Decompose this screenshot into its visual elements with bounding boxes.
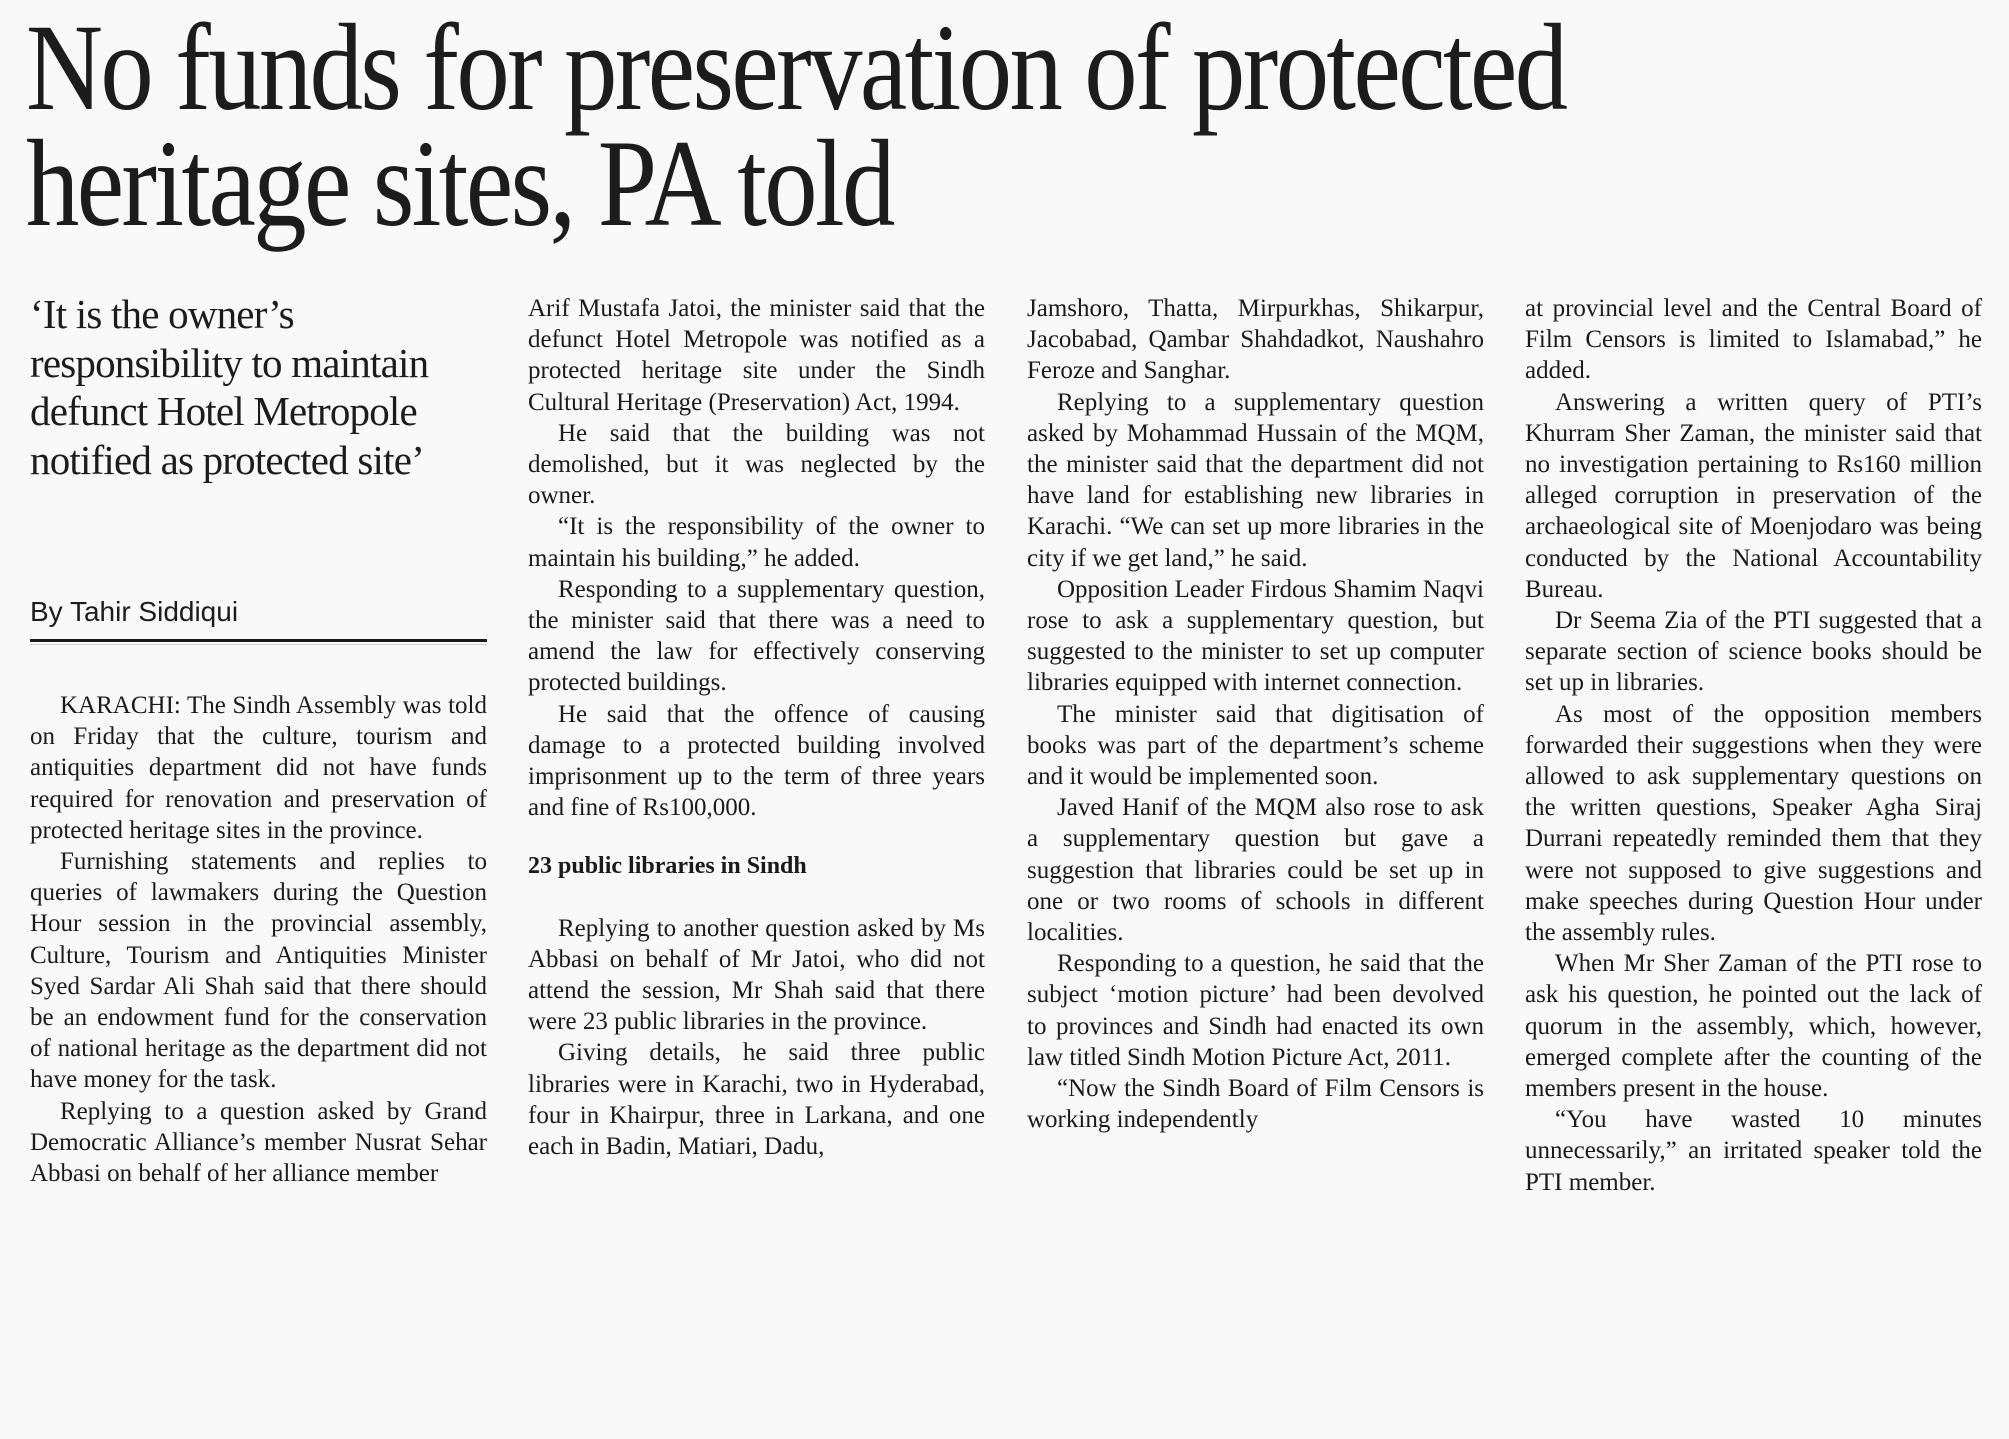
- subheading: 23 public libraries in Sindh: [528, 853, 807, 880]
- headline: [26, 0, 1712, 252]
- column-2: [528, 293, 985, 1162]
- pull-quote: ‘It is the owner’s responsibility to maintain defunct Hotel Metropole notified as protected site’: [30, 291, 429, 483]
- column-1: [30, 690, 487, 1189]
- byline-rule: [30, 639, 487, 642]
- paragraph: Furnishing statements and replies to queries of lawmakers during the Question Hour session in the provincial assembly, Culture, Tourism and Antiquities Minister Syed Sardar Ali Shah said that there should be an endowment fund for the conservation of national heritage as the department did not have money for the task.: [30, 848, 487, 1094]
- paragraph: “Now the Sindh Board of Film Censors is working independently: [1027, 1075, 1484, 1134]
- paragraph: Replying to another question asked by Ms Abbasi on behalf of Mr Jatoi, who did not attend the session, Mr Shah said that there were 23 public libraries in the province.: [528, 914, 985, 1036]
- paragraph: KARACHI: The Sindh Assembly was told on Friday that the culture, tourism and antiquities department did not have funds required for renovation and preservation of protected heritage sites in the province.: [30, 692, 487, 844]
- paragraph: “You have wasted 10 minutes unnecessarily,” an irritated speaker told the PTI member.: [1525, 1106, 1982, 1196]
- paragraph: Jamshoro, Thatta, Mirpurkhas, Shikarpur, Jacobabad, Qambar Shahdadkot, Naushahro Feroze and Sanghar.: [1027, 295, 1484, 385]
- paragraph: Javed Hanif of the MQM also rose to ask a supplementary question but gave a suggestion that libraries could be set up in one or two rooms of schools in different localities.: [1027, 794, 1484, 947]
- paragraph: Dr Seema Zia of the PTI suggested that a separate section of science books should be set up in libraries.: [1525, 607, 1982, 697]
- column-4: [1525, 293, 1982, 1198]
- paragraph: He said that the building was not demolished, but it was neglected by the owner.: [528, 419, 985, 510]
- paragraph: As most of the opposition members forwarded their suggestions when they were allowed to ask supplementary questions on the written questions, Speaker Agha Siraj Durrani repeatedly reminded them that they were not supposed to give suggestions and make speeches during Question Hour under the assembly rules.: [1525, 700, 1982, 947]
- paragraph: “It is the responsibility of the owner to maintain his building,” he added.: [528, 513, 985, 572]
- byline-rule-shadow: [30, 644, 487, 645]
- paragraph: When Mr Sher Zaman of the PTI rose to ask his question, he pointed out the lack of quorum in the assembly, which, however, emerged complete after the counting of the members present in the house.: [1525, 950, 1982, 1103]
- paragraph: Arif Mustafa Jatoi, the minister said that the defunct Hotel Metropole was notified as a protected heritage site under the Sindh Cultural Heritage (Preservation) Act, 1994.: [528, 295, 985, 416]
- paragraph: Replying to a supplementary question asked by Mohammad Hussain of the MQM, the minister said that the department did not have land for establishing new libraries in Karachi. “We can set up more libraries in the city if we get land,” he said.: [1027, 388, 1484, 572]
- byline: By Tahir Siddiqui: [30, 596, 239, 627]
- paragraph: The minister said that digitisation of books was part of the department’s scheme and it would be implemented soon.: [1027, 700, 1484, 791]
- paragraph: Opposition Leader Firdous Shamim Naqvi rose to ask a supplementary question, but suggested to the minister to set up computer libraries equipped with internet connection.: [1027, 575, 1484, 697]
- paragraph: Replying to a question asked by Grand Democratic Alliance’s member Nusrat Sehar Abbasi on behalf of her alliance member: [30, 1097, 487, 1188]
- paragraph: He said that the offence of causing damage to a protected building involved imprisonment up to the term of three years and fine of Rs100,000.: [528, 700, 985, 822]
- headline-line-2: heritage sites, PA told: [26, 115, 893, 252]
- headline-line-1: No funds for preservation of protected: [26, 0, 1566, 136]
- column-3: [1027, 293, 1484, 1135]
- paragraph: at provincial level and the Central Board of Film Censors is limited to Islamabad,” he added.: [1525, 295, 1982, 385]
- paragraph: Answering a written query of PTI’s Khurram Sher Zaman, the minister said that no investigation pertaining to Rs160 million alleged corruption in preservation of the archaeological site of Moenjodaro was being conducted by the National Accountability Bureau.: [1525, 388, 1982, 603]
- paragraph: Responding to a supplementary question, the minister said that there was a need to amend the law for effectively conserving protected buildings.: [528, 575, 985, 697]
- paragraph: Responding to a question, he said that the subject ‘motion picture’ had been devolved to provinces and Sindh had enacted its own law titled Sindh Motion Picture Act, 2011.: [1027, 950, 1484, 1071]
- paragraph: Giving details, he said three public libraries were in Karachi, two in Hyderabad, four in Khairpur, three in Larkana, and one each in Badin, Matiari, Dadu,: [528, 1039, 985, 1161]
